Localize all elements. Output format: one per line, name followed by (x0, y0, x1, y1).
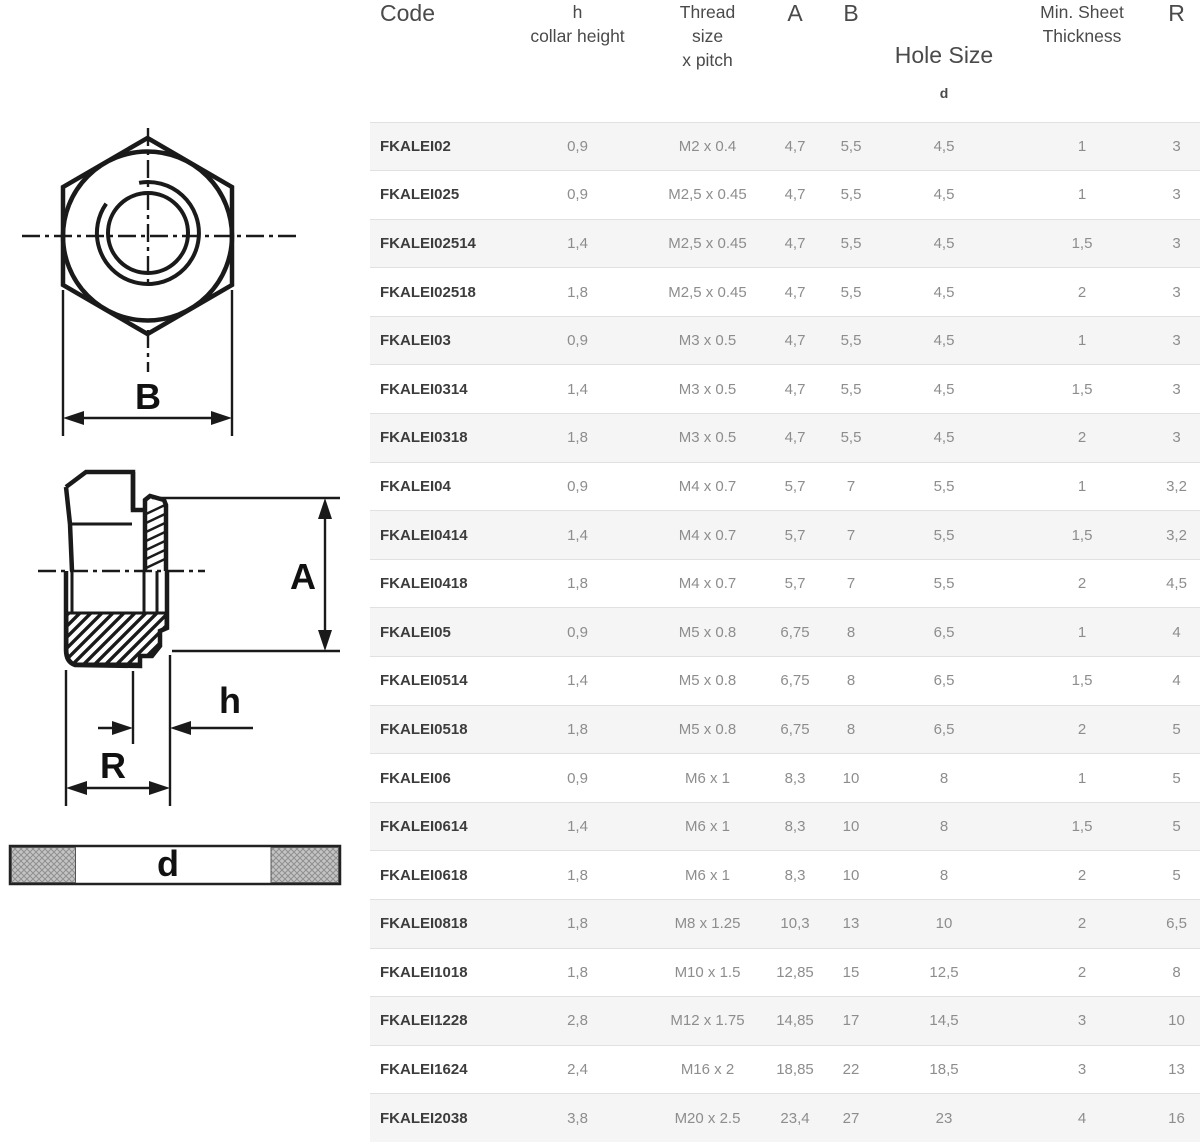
cell-code: FKALEI0518 (380, 720, 468, 738)
cell-a: 8,3 (784, 818, 806, 836)
cell-r: 5 (1172, 818, 1181, 836)
cell-a: 12,85 (776, 963, 814, 981)
cell-r: 13 (1168, 1061, 1185, 1079)
cell-hole: 18,5 (929, 1061, 959, 1079)
cell-hole: 4,5 (933, 283, 955, 301)
table-row (370, 802, 1200, 851)
cell-code: FKALEI1624 (380, 1061, 468, 1079)
cell-thread: M5 x 0.8 (678, 720, 737, 738)
sheet-material-right (271, 848, 339, 883)
cell-code: FKALEI0414 (380, 526, 468, 544)
sheet-material-left (12, 848, 76, 883)
cell-a: 4,7 (784, 429, 806, 447)
table-row (370, 705, 1200, 754)
cell-min_sheet: 4 (1077, 1109, 1087, 1127)
cell-r: 3,2 (1166, 477, 1187, 495)
cell-min_sheet: 1 (1077, 186, 1087, 204)
cell-code: FKALEI0514 (380, 672, 468, 690)
cell-b: 10 (842, 818, 860, 836)
cell-thread: M10 x 1.5 (674, 963, 741, 981)
spec-table (370, 0, 1200, 1142)
header-min-sheet-line2: Thickness (1042, 26, 1122, 46)
cell-hole: 5,5 (933, 526, 955, 544)
cell-min_sheet: 2 (1077, 283, 1087, 301)
cell-code: FKALEI025 (380, 186, 460, 204)
cell-thread: M5 x 0.8 (678, 623, 737, 641)
cell-min_sheet: 2 (1077, 915, 1087, 933)
cell-code: FKALEI0418 (380, 575, 468, 593)
table-row (370, 657, 1200, 706)
cell-hole: 4,5 (933, 380, 955, 398)
cell-hole: 4,5 (933, 429, 955, 447)
cell-r: 10 (1168, 1012, 1185, 1030)
cell-h: 1,8 (567, 429, 588, 447)
cell-r: 3 (1172, 380, 1181, 398)
table-row (370, 900, 1200, 949)
cell-h: 0,9 (567, 477, 588, 495)
header-min-sheet (1011, 0, 1153, 122)
cell-b: 10 (842, 769, 860, 787)
cell-r: 4 (1172, 623, 1181, 641)
cell-min_sheet: 2 (1077, 963, 1087, 981)
header-collar-line2: collar height (530, 26, 625, 46)
cell-r: 3 (1172, 332, 1181, 350)
cell-code: FKALEI0618 (380, 866, 468, 884)
cell-a: 6,75 (780, 720, 810, 738)
cell-thread: M6 x 1 (684, 818, 730, 836)
cell-h: 1,8 (567, 866, 588, 884)
cell-h: 1,4 (567, 234, 588, 252)
cell-a: 6,75 (780, 623, 810, 641)
cell-thread: M2 x 0.4 (678, 137, 737, 155)
cell-r: 3 (1172, 283, 1181, 301)
header-min-sheet-line1: Min. Sheet (1040, 2, 1124, 22)
cell-h: 1,4 (567, 818, 588, 836)
body-left-edge (66, 487, 72, 571)
cell-thread: M6 x 1 (684, 769, 730, 787)
cell-h: 0,9 (567, 137, 588, 155)
cell-a: 4,7 (784, 380, 806, 398)
cell-a: 8,3 (784, 769, 806, 787)
cell-h: 1,4 (567, 672, 588, 690)
cell-hole: 5,5 (933, 477, 955, 495)
cell-b: 5,5 (840, 332, 862, 350)
table-row (370, 171, 1200, 220)
cell-hole: 10 (935, 915, 953, 933)
b-arrow-left (63, 411, 84, 425)
cell-code: FKALEI1018 (380, 963, 468, 981)
cell-thread: M3 x 0.5 (678, 380, 737, 398)
cell-b: 7 (846, 477, 856, 495)
cell-hole: 14,5 (929, 1012, 959, 1030)
cell-thread: M8 x 1.25 (674, 915, 741, 933)
header-thread-line1: Thread (679, 2, 736, 22)
cell-h: 0,9 (567, 186, 588, 204)
cell-a: 8,3 (784, 866, 806, 884)
cell-a: 4,7 (784, 186, 806, 204)
cell-a: 10,3 (780, 915, 810, 933)
header-thread (650, 0, 765, 122)
cell-r: 4 (1172, 672, 1181, 690)
cell-code: FKALEI06 (380, 769, 451, 787)
cell-min_sheet: 2 (1077, 429, 1087, 447)
cell-min_sheet: 2 (1077, 575, 1087, 593)
table-row (370, 851, 1200, 900)
h-arrow-right (170, 721, 191, 735)
table-row (370, 219, 1200, 268)
cell-min_sheet: 1,5 (1071, 526, 1093, 544)
cell-b: 7 (846, 575, 856, 593)
cell-b: 7 (846, 526, 856, 544)
cell-hole: 8 (939, 769, 949, 787)
cell-r: 3 (1172, 137, 1181, 155)
cell-h: 2,4 (567, 1061, 588, 1079)
cell-h: 0,9 (567, 769, 588, 787)
nut-drawing (0, 0, 370, 1142)
cell-code: FKALEI05 (380, 623, 451, 641)
table-row (370, 948, 1200, 997)
table-header (370, 0, 1200, 122)
cell-a: 5,7 (784, 477, 806, 495)
cell-b: 8 (846, 720, 856, 738)
header-a (765, 0, 825, 122)
cell-thread: M4 x 0.7 (678, 477, 737, 495)
cell-hole: 4,5 (933, 332, 955, 350)
cell-thread: M4 x 0.7 (678, 575, 737, 593)
table-row (370, 316, 1200, 365)
header-r (1153, 0, 1200, 122)
cell-code: FKALEI02518 (380, 283, 476, 301)
cell-b: 8 (846, 623, 856, 641)
cell-thread: M5 x 0.8 (678, 672, 737, 690)
table-body (370, 122, 1200, 1142)
table-row (370, 511, 1200, 560)
table-row (370, 754, 1200, 803)
cell-h: 0,9 (567, 623, 588, 641)
cell-b: 8 (846, 672, 856, 690)
a-arrow-top (318, 498, 332, 519)
cell-h: 1,8 (567, 963, 588, 981)
cell-thread: M6 x 1 (684, 866, 730, 884)
cell-min_sheet: 1,5 (1071, 818, 1093, 836)
cell-code: FKALEI1228 (380, 1012, 468, 1030)
header-thread-line2: size (691, 26, 724, 46)
cell-hole: 8 (939, 866, 949, 884)
cell-hole: 8 (939, 818, 949, 836)
dim-label-r: R (100, 745, 126, 786)
nut-side-view (38, 472, 340, 806)
cell-min_sheet: 1,5 (1071, 672, 1093, 690)
dim-label-a: A (290, 556, 316, 597)
cell-a: 18,85 (776, 1061, 814, 1079)
header-collar-height (505, 0, 650, 122)
cell-code: FKALEI0818 (380, 915, 468, 933)
cell-min_sheet: 1 (1077, 477, 1087, 495)
cell-a: 5,7 (784, 575, 806, 593)
cell-hole: 4,5 (933, 186, 955, 204)
a-arrow-bottom (318, 630, 332, 651)
header-hole-sub-label: d (939, 85, 949, 101)
cell-a: 4,7 (784, 283, 806, 301)
header-r-label: R (1168, 0, 1185, 26)
b-arrow-right (211, 411, 232, 425)
dim-label-h: h (219, 680, 241, 721)
cell-code: FKALEI03 (380, 332, 451, 350)
cell-a: 6,75 (780, 672, 810, 690)
header-a-label: A (787, 0, 803, 26)
cell-b: 5,5 (840, 234, 862, 252)
cell-thread: M2,5 x 0.45 (668, 234, 747, 252)
table-row (370, 414, 1200, 463)
cell-r: 8 (1172, 963, 1181, 981)
cell-h: 1,4 (567, 380, 588, 398)
header-code (370, 0, 505, 122)
table-row (370, 559, 1200, 608)
cell-code: FKALEI2038 (380, 1109, 468, 1127)
cell-b: 13 (842, 915, 860, 933)
cell-b: 5,5 (840, 186, 862, 204)
cell-thread: M12 x 1.75 (670, 1012, 745, 1030)
cell-b: 15 (842, 963, 860, 981)
cell-h: 0,9 (567, 332, 588, 350)
cell-r: 16 (1168, 1109, 1185, 1127)
cell-hole: 6,5 (933, 720, 955, 738)
cell-hole: 4,5 (933, 137, 955, 155)
cell-h: 2,8 (567, 1012, 588, 1030)
table-row (370, 1045, 1200, 1094)
cell-min_sheet: 2 (1077, 720, 1087, 738)
cell-code: FKALEI02514 (380, 234, 476, 252)
cell-code: FKALEI04 (380, 477, 451, 495)
cell-h: 1,4 (567, 526, 588, 544)
cell-code: FKALEI02 (380, 137, 451, 155)
cell-min_sheet: 1 (1077, 332, 1087, 350)
cell-a: 4,7 (784, 332, 806, 350)
cell-hole: 12,5 (929, 963, 959, 981)
cell-r: 4,5 (1166, 575, 1187, 593)
table-row (370, 997, 1200, 1046)
cell-code: FKALEI0314 (380, 380, 468, 398)
cell-hole: 6,5 (933, 623, 955, 641)
technical-drawing-panel (0, 0, 370, 1142)
cell-r: 3 (1172, 234, 1181, 252)
header-b (825, 0, 877, 122)
cell-h: 3,8 (567, 1109, 588, 1127)
header-hole-size (877, 0, 1011, 122)
header-thread-line3: x pitch (682, 50, 733, 70)
header-code-label: Code (380, 0, 435, 26)
collar-thread-hatch (146, 505, 165, 568)
section-hatch-area (67, 613, 166, 664)
header-hole-wrap (877, 0, 1011, 101)
cell-h: 1,8 (567, 575, 588, 593)
cell-a: 4,7 (784, 137, 806, 155)
cell-h: 1,8 (567, 720, 588, 738)
cell-min_sheet: 1 (1077, 769, 1087, 787)
cell-b: 5,5 (840, 380, 862, 398)
cell-thread: M4 x 0.7 (678, 526, 737, 544)
cell-min_sheet: 1 (1077, 137, 1087, 155)
table-row (370, 365, 1200, 414)
cell-min_sheet: 1 (1077, 623, 1087, 641)
cell-hole: 5,5 (933, 575, 955, 593)
cell-hole: 23 (935, 1109, 953, 1127)
cell-thread: M16 x 2 (680, 1061, 735, 1079)
cell-thread: M20 x 2.5 (674, 1109, 741, 1127)
r-arrow-right (149, 781, 170, 795)
cell-a: 4,7 (784, 234, 806, 252)
cell-hole: 6,5 (933, 672, 955, 690)
table-row (370, 1094, 1200, 1142)
cell-thread: M2,5 x 0.45 (668, 283, 747, 301)
header-b-label: B (843, 0, 859, 26)
cell-thread: M3 x 0.5 (678, 332, 737, 350)
cell-r: 5 (1172, 769, 1181, 787)
cell-r: 3 (1172, 429, 1181, 447)
cell-thread: M2,5 x 0.45 (668, 186, 747, 204)
cell-min_sheet: 3 (1077, 1061, 1087, 1079)
h-arrow-left (112, 721, 133, 735)
nut-top-view (22, 128, 296, 436)
dim-label-d: d (157, 843, 179, 884)
cell-r: 3,2 (1166, 526, 1187, 544)
cell-r: 6,5 (1166, 915, 1187, 933)
dim-label-b: B (135, 376, 161, 417)
cell-min_sheet: 1,5 (1071, 380, 1093, 398)
cell-b: 5,5 (840, 429, 862, 447)
header-hole-label: Hole Size (894, 42, 994, 68)
cell-r: 5 (1172, 720, 1181, 738)
table-row (370, 122, 1200, 171)
cell-hole: 4,5 (933, 234, 955, 252)
cell-a: 5,7 (784, 526, 806, 544)
cell-b: 22 (842, 1061, 860, 1079)
r-arrow-left (66, 781, 87, 795)
cell-h: 1,8 (567, 283, 588, 301)
cell-b: 17 (842, 1012, 860, 1030)
cell-min_sheet: 1,5 (1071, 234, 1093, 252)
cell-b: 27 (842, 1109, 860, 1127)
cell-thread: M3 x 0.5 (678, 429, 737, 447)
table-row (370, 462, 1200, 511)
cell-b: 10 (842, 866, 860, 884)
cell-min_sheet: 2 (1077, 866, 1087, 884)
cell-b: 5,5 (840, 283, 862, 301)
header-collar-line1: h (572, 2, 583, 22)
cell-code: FKALEI0614 (380, 818, 468, 836)
cell-b: 5,5 (840, 137, 862, 155)
cell-a: 23,4 (780, 1109, 810, 1127)
cell-min_sheet: 3 (1077, 1012, 1087, 1030)
cell-r: 3 (1172, 186, 1181, 204)
cell-h: 1,8 (567, 915, 588, 933)
cell-r: 5 (1172, 866, 1181, 884)
header-row (370, 0, 1200, 122)
cell-a: 14,85 (776, 1012, 814, 1030)
sheet-hole-view (10, 843, 340, 884)
table-row (370, 268, 1200, 317)
table-row (370, 608, 1200, 657)
cell-code: FKALEI0318 (380, 429, 468, 447)
